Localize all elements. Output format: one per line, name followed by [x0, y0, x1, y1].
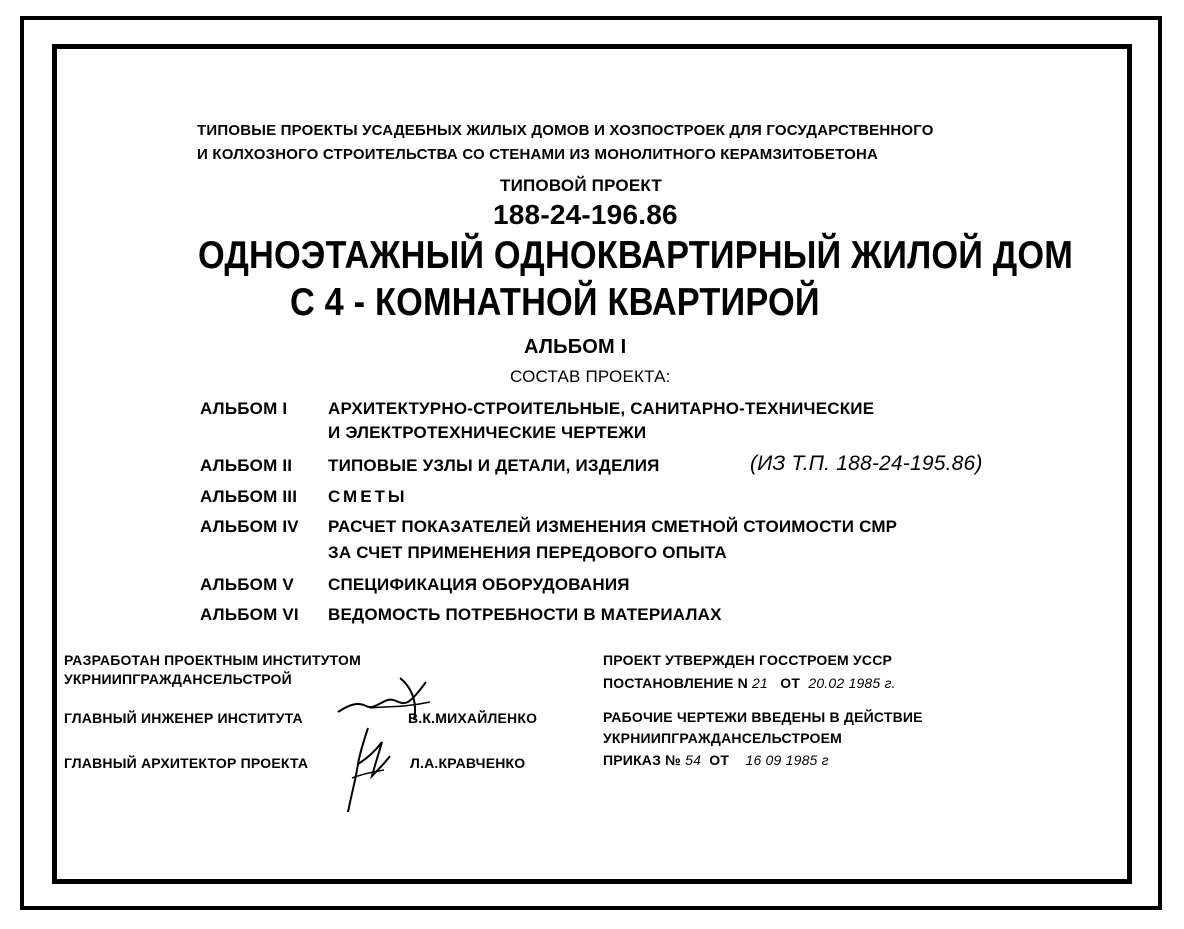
album-1-label: АЛЬБОМ I	[200, 399, 288, 418]
album-1-desc-2: И ЭЛЕКТРОТЕХНИЧЕСКИЕ ЧЕРТЕЖИ	[328, 423, 647, 442]
series-line-1: ТИПОВЫЕ ПРОЕКТЫ УСАДЕБНЫХ ЖИЛЫХ ДОМОВ И ХОЗПОСТРОЕК ДЛЯ ГОСУДАРСТВЕННОГО	[197, 122, 934, 139]
approval-decree	[603, 675, 896, 691]
album-3-label: АЛЬБОМ III	[200, 487, 298, 506]
album-2-desc: ТИПОВЫЕ УЗЛЫ И ДЕТАЛИ, ИЗДЕЛИЯ	[328, 456, 660, 475]
order-prefix: ПРИКАЗ №	[603, 752, 681, 768]
album-2-reference: (ИЗ Т.П. 188-24-195.86)	[750, 452, 983, 475]
album-4-desc: РАСЧЕТ ПОКАЗАТЕЛЕЙ ИЗМЕНЕНИЯ СМЕТНОЙ СТОИМОСТИ СМР	[328, 517, 898, 536]
album-4-label: АЛЬБОМ IV	[200, 517, 299, 536]
chief-engineer-role: ГЛАВНЫЙ ИНЖЕНЕР ИНСТИТУТА	[64, 710, 303, 726]
album-6-desc: ВЕДОМОСТЬ ПОТРЕБНОСТИ В МАТЕРИАЛАХ	[328, 605, 722, 624]
decree-from: ОТ	[780, 675, 801, 691]
composition-heading: СОСТАВ ПРОЕКТА:	[510, 367, 671, 386]
project-number: 188-24-196.86	[493, 199, 678, 230]
title-line-1: ОДНОЭТАЖНЫЙ ОДНОКВАРТИРНЫЙ ЖИЛОЙ ДОМ	[198, 234, 1074, 277]
order-from: ОТ	[709, 752, 730, 768]
album-5-desc: СПЕЦИФИКАЦИЯ ОБОРУДОВАНИЯ	[328, 575, 630, 594]
decree-prefix: ПОСТАНОВЛЕНИЕ N	[603, 675, 748, 691]
album-2-label: АЛЬБОМ II	[200, 456, 293, 475]
approval-order	[603, 752, 829, 768]
chief-engineer-name: В.К.МИХАЙЛЕНКО	[408, 710, 538, 726]
album-3-desc: СМЕТЫ	[328, 487, 408, 506]
album-label: АЛЬБОМ I	[524, 336, 627, 358]
project-type: ТИПОВОЙ ПРОЕКТ	[500, 176, 662, 195]
series-line-2: И КОЛХОЗНОГО СТРОИТЕЛЬСТВА СО СТЕНАМИ ИЗ МОНОЛИТНОГО КЕРАМЗИТОБЕТОНА	[197, 146, 879, 163]
album-4-desc-2: ЗА СЧЕТ ПРИМЕНЕНИЯ ПЕРЕДОВОГО ОПЫТА	[328, 543, 727, 562]
decree-date: 20.02 1985 г.	[808, 675, 896, 691]
chief-architect-name: Л.А.КРАВЧЕНКО	[410, 755, 526, 771]
approval-line-4: УКРНИИПГРАЖДАНСЕЛЬСТРОЕМ	[603, 730, 843, 746]
album-6-label: АЛЬБОМ VI	[200, 605, 299, 624]
chief-architect-role: ГЛАВНЫЙ АРХИТЕКТОР ПРОЕКТА	[64, 755, 309, 771]
album-5-label: АЛЬБОМ V	[200, 575, 294, 594]
developer-line-1: РАЗРАБОТАН ПРОЕКТНЫМ ИНСТИТУТОМ	[64, 652, 361, 668]
chief-architect-signature	[338, 720, 408, 820]
decree-number: 21	[752, 675, 769, 691]
title-line-2: С 4 - КОМНАТНОЙ КВАРТИРОЙ	[290, 281, 820, 324]
order-date: 16 09 1985 г	[745, 752, 829, 768]
album-1-desc: АРХИТЕКТУРНО-СТРОИТЕЛЬНЫЕ, САНИТАРНО-ТЕХНИЧЕСКИЕ	[328, 399, 875, 418]
developer-line-2: УКРНИИПГРАЖДАНСЕЛЬСТРОЙ	[64, 671, 292, 687]
approval-line-1: ПРОЕКТ УТВЕРЖДЕН ГОССТРОЕМ УССР	[603, 652, 893, 668]
approval-line-3: РАБОЧИЕ ЧЕРТЕЖИ ВВЕДЕНЫ В ДЕЙСТВИЕ	[603, 709, 923, 725]
order-number: 54	[685, 752, 702, 768]
